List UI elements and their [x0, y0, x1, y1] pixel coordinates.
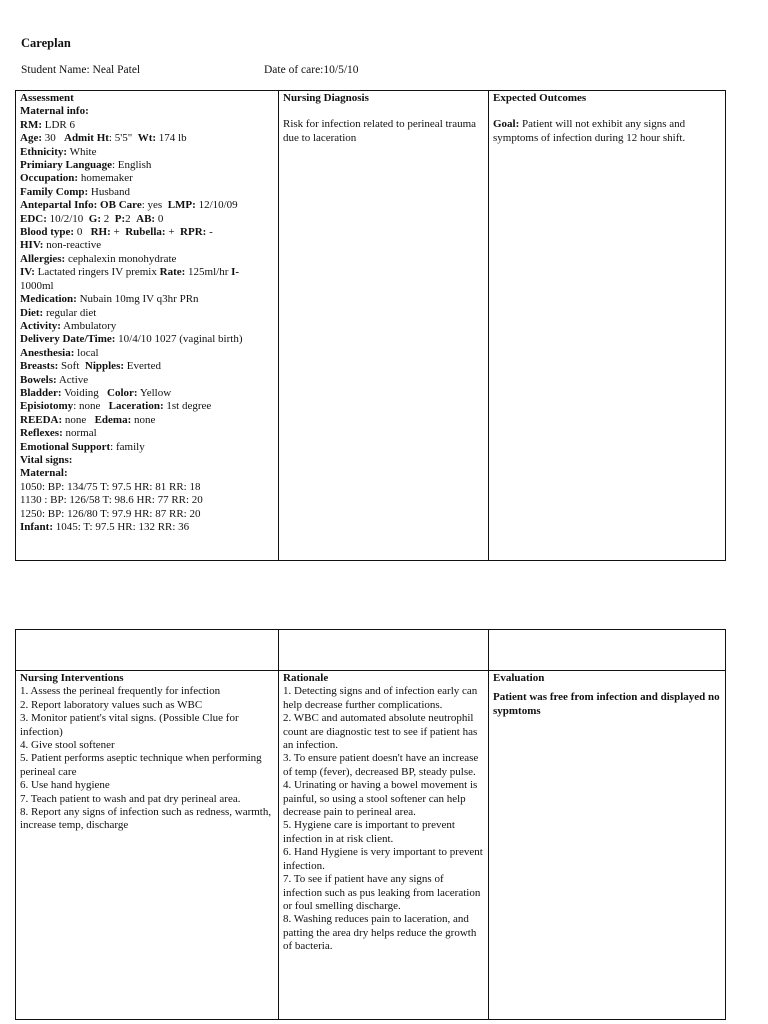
assessment-line: [20, 239, 274, 252]
assessment-field-label: RM:: [20, 118, 42, 131]
assessment-field-value: : yes: [141, 199, 168, 212]
assessment-field-label: RH:: [90, 226, 111, 239]
assessment-field-label: Wt:: [137, 132, 157, 145]
assessment-field-label: Activity:: [20, 319, 61, 332]
assessment-field-label: Age:: [20, 132, 42, 145]
assessment-column: [16, 91, 278, 560]
rationale-column: [278, 671, 488, 1019]
assessment-field-value: normal: [62, 427, 97, 440]
assessment-field-label: AB:: [136, 212, 156, 225]
assessment-field-label: Episiotomy: [20, 400, 74, 413]
intervention-item: 5. Patient performs aseptic technique when performing perineal care: [20, 752, 262, 778]
assessment-line: [20, 508, 274, 521]
rationale-list: [283, 685, 484, 953]
rationale-header: Rationale: [283, 672, 329, 684]
intervention-item: 3. Monitor patient's vital signs. (Possible Clue for infection): [20, 712, 239, 738]
assessment-field-value: 10/4/10 1027 (vaginal birth): [115, 333, 243, 346]
evaluation-header: Evaluation: [493, 672, 545, 684]
assessment-field-label: Emotional Support: [20, 440, 111, 453]
assessment-line: [20, 146, 274, 159]
assessment-field-value: none: [131, 413, 156, 426]
rationale-item: 6. Hand Hygiene is very important to prevent infection.: [283, 846, 483, 872]
assessment-line: [20, 186, 274, 199]
assessment-field-value: regular diet: [43, 306, 97, 319]
assessment-field-label: HIV:: [20, 239, 44, 252]
assessment-field-value: 0: [74, 226, 91, 239]
assessment-line: [20, 481, 274, 494]
assessment-list: [20, 105, 274, 534]
intervention-item: 7. Teach patient to wash and pat dry perineal area.: [20, 792, 241, 805]
assessment-field-value: 125ml/hr: [185, 266, 232, 279]
assessment-line: [20, 159, 274, 172]
goal-label: Goal:: [493, 118, 520, 131]
assessment-line: [20, 374, 274, 387]
expected-outcomes-column: [488, 91, 725, 560]
careplan-table-interventions: [15, 629, 726, 1020]
assessment-field-label: Nipples:: [84, 360, 125, 373]
assessment-field-label: Vital signs:: [20, 453, 73, 466]
rationale-item: 5. Hygiene care is important to prevent infection in at risk client.: [283, 819, 455, 845]
assessment-field-value: 2: [125, 212, 137, 225]
assessment-line: [20, 280, 274, 293]
assessment-field-value: 1050: BP: 134/75 T: 97.5 HR: 81 RR: 18: [20, 480, 201, 493]
student-name: Student Name: Neal Patel: [21, 64, 141, 76]
assessment-field-label: Primiary Language: [20, 159, 112, 172]
assessment-field-value: : English: [111, 159, 152, 172]
assessment-field-label: P:: [114, 212, 126, 225]
rationale-item: 4. Urinating or having a bowel movement is painful, so using a stool softener can help decrease pain to perineal area.: [283, 779, 478, 819]
nursing-interventions-column: [16, 671, 278, 1019]
assessment-field-label: Delivery Date/Time:: [20, 333, 116, 346]
assessment-field-label: IV:: [20, 266, 35, 279]
column-divider: [278, 630, 279, 671]
assessment-line: [20, 467, 274, 480]
assessment-line: [20, 199, 274, 212]
assessment-field-value: 1st degree: [163, 400, 212, 413]
assessment-line: [20, 494, 274, 507]
assessment-field-value: 2: [101, 212, 115, 225]
column-divider: [488, 630, 489, 671]
rationale-item: 3. To ensure patient doesn't have an increase of temp (fever), decreased BP, steady pulse.: [283, 752, 479, 778]
assessment-field-label: Bowels:: [20, 373, 57, 386]
intervention-item: 6. Use hand hygiene: [20, 779, 110, 792]
assessment-field-value: 174 lb: [156, 132, 187, 145]
assessment-field-value: cephalexin monohydrate: [65, 252, 177, 265]
assessment-line: [20, 132, 274, 145]
assessment-line: [20, 521, 274, 534]
date-of-care: Date of care:10/5/10: [264, 64, 359, 76]
assessment-field-value: White: [67, 145, 97, 158]
assessment-field-label: Color:: [107, 386, 138, 399]
assessment-field-label: Admit Ht: [64, 132, 109, 145]
assessment-field-label: Maternal info:: [20, 105, 89, 118]
goal-text: Patient will not exhibit any signs and symptoms of infection during 12 hour shift.: [493, 118, 686, 144]
assessment-line: [20, 387, 274, 400]
evaluation-text: Patient was free from infection and displayed no sypmtoms: [493, 691, 720, 717]
assessment-field-label: Medication:: [20, 293, 77, 306]
rationale-item: 7. To see if patient have any signs of infection such as pus leaking from laceration or foul smelling discharge.: [283, 873, 481, 912]
assessment-field-label: Infant:: [20, 521, 54, 533]
assessment-field-value: LDR 6: [42, 118, 75, 131]
page-title: Careplan: [21, 36, 71, 50]
assessment-field-value: 1000ml: [20, 279, 54, 292]
assessment-field-value: +: [165, 226, 181, 239]
interventions-list: [20, 685, 274, 832]
assessment-field-label: Edema:: [94, 413, 132, 426]
assessment-line: [20, 320, 274, 333]
assessment-line: [20, 400, 274, 413]
assessment-field-label: LMP:: [167, 199, 196, 212]
assessment-field-value: Voiding: [61, 386, 108, 399]
assessment-field-label: Rate:: [159, 266, 186, 279]
evaluation-column: [488, 671, 725, 1019]
assessment-field-value: non-reactive: [43, 239, 102, 252]
nursing-diagnosis-header: Nursing Diagnosis: [283, 92, 369, 104]
assessment-line: [20, 293, 274, 306]
assessment-line: [20, 226, 274, 239]
assessment-field-value: homemaker: [78, 172, 133, 185]
assessment-field-value: +: [110, 226, 126, 239]
assessment-field-label: Blood type:: [20, 226, 75, 239]
assessment-line: [20, 414, 274, 427]
assessment-field-label: Breasts:: [20, 360, 59, 373]
intervention-item: 4. Give stool softener: [20, 739, 115, 752]
assessment-header: Assessment: [20, 92, 74, 104]
assessment-field-label: Laceration:: [108, 400, 164, 413]
nursing-interventions-header: Nursing Interventions: [20, 672, 124, 684]
assessment-field-value: : family: [110, 440, 145, 453]
assessment-field-value: 30: [42, 132, 64, 145]
assessment-line: [20, 427, 274, 440]
assessment-line: [20, 213, 274, 226]
assessment-line: [20, 360, 274, 373]
assessment-field-value: Yellow: [137, 386, 172, 399]
assessment-field-label: Maternal:: [20, 467, 68, 480]
assessment-field-value: Nubain 10mg IV q3hr PRn: [76, 293, 199, 306]
assessment-field-label: Allergies:: [20, 252, 66, 265]
assessment-field-label: I-: [231, 266, 240, 279]
assessment-field-value: 1045: T: 97.5 HR: 132 RR: 36: [53, 521, 190, 533]
assessment-line: [20, 347, 274, 360]
assessment-field-value: Lactated ringers IV premix: [34, 266, 160, 279]
intervention-item: 1. Assess the perineal frequently for infection: [20, 685, 221, 698]
assessment-line: [20, 119, 274, 132]
assessment-field-value: local: [74, 346, 99, 359]
assessment-field-value: 1130 : BP: 126/58 T: 98.6 HR: 77 RR: 20: [20, 494, 203, 507]
rationale-item: 1. Detecting signs and of infection early can help decrease further complications.: [283, 685, 478, 711]
intervention-item: 2. Report laboratory values such as WBC: [20, 698, 203, 711]
assessment-field-label: Family Comp:: [20, 185, 89, 198]
expected-outcome-goal: [493, 118, 721, 145]
assessment-field-value: Ambulatory: [60, 319, 117, 332]
assessment-field-label: Antepartal Info: OB Care: [20, 199, 142, 212]
assessment-field-label: Anesthesia:: [20, 346, 75, 359]
assessment-line: [20, 307, 274, 320]
expected-outcomes-header: Expected Outcomes: [493, 92, 587, 104]
assessment-field-label: G:: [88, 212, 101, 225]
rationale-item: 2. WBC and automated absolute neutrophil count are diagnostic test to see if patient has an infection.: [283, 712, 478, 752]
assessment-field-label: Rubella:: [125, 226, 166, 239]
careplan-table-assessment: [15, 90, 726, 561]
assessment-field-label: Occupation:: [20, 172, 79, 185]
assessment-field-value: Active: [56, 373, 89, 386]
assessment-field-label: Ethnicity:: [20, 145, 68, 158]
nursing-diagnosis-column: [278, 91, 488, 560]
assessment-line: [20, 253, 274, 266]
assessment-field-value: Soft: [58, 360, 85, 373]
assessment-field-value: 10/2/10: [46, 212, 89, 225]
assessment-field-value: Everted: [124, 360, 161, 373]
assessment-field-label: REEDA:: [20, 413, 63, 426]
assessment-field-label: Bladder:: [20, 386, 62, 399]
assessment-field-label: RPR:: [180, 226, 207, 239]
assessment-field-value: Husband: [88, 185, 130, 198]
assessment-field-label: Reflexes:: [20, 427, 63, 440]
assessment-field-value: : 5'5": [108, 132, 138, 145]
assessment-field-value: : none: [73, 400, 109, 413]
assessment-field-value: -: [206, 226, 213, 239]
assessment-line: [20, 105, 274, 118]
assessment-field-value: none: [62, 413, 95, 426]
assessment-line: [20, 172, 274, 185]
nursing-diagnosis-text: Risk for infection related to perineal trauma due to laceration: [283, 118, 477, 144]
assessment-field-value: 0: [155, 212, 164, 225]
assessment-line: [20, 333, 274, 346]
intervention-item: 8. Report any signs of infection such as redness, warmth, increase temp, discharge: [20, 806, 272, 832]
assessment-line: [20, 266, 274, 279]
assessment-field-label: EDC:: [20, 212, 47, 225]
assessment-field-label: Diet:: [20, 306, 44, 319]
rationale-item: 8. Washing reduces pain to laceration, and patting the area dry helps reduce the growth of bacteria.: [283, 913, 477, 953]
assessment-field-value: 1250: BP: 126/80 T: 97.9 HR: 87 RR: 20: [20, 507, 201, 520]
assessment-line: [20, 441, 274, 454]
assessment-field-value: 12/10/09: [195, 199, 238, 212]
assessment-line: [20, 454, 274, 467]
